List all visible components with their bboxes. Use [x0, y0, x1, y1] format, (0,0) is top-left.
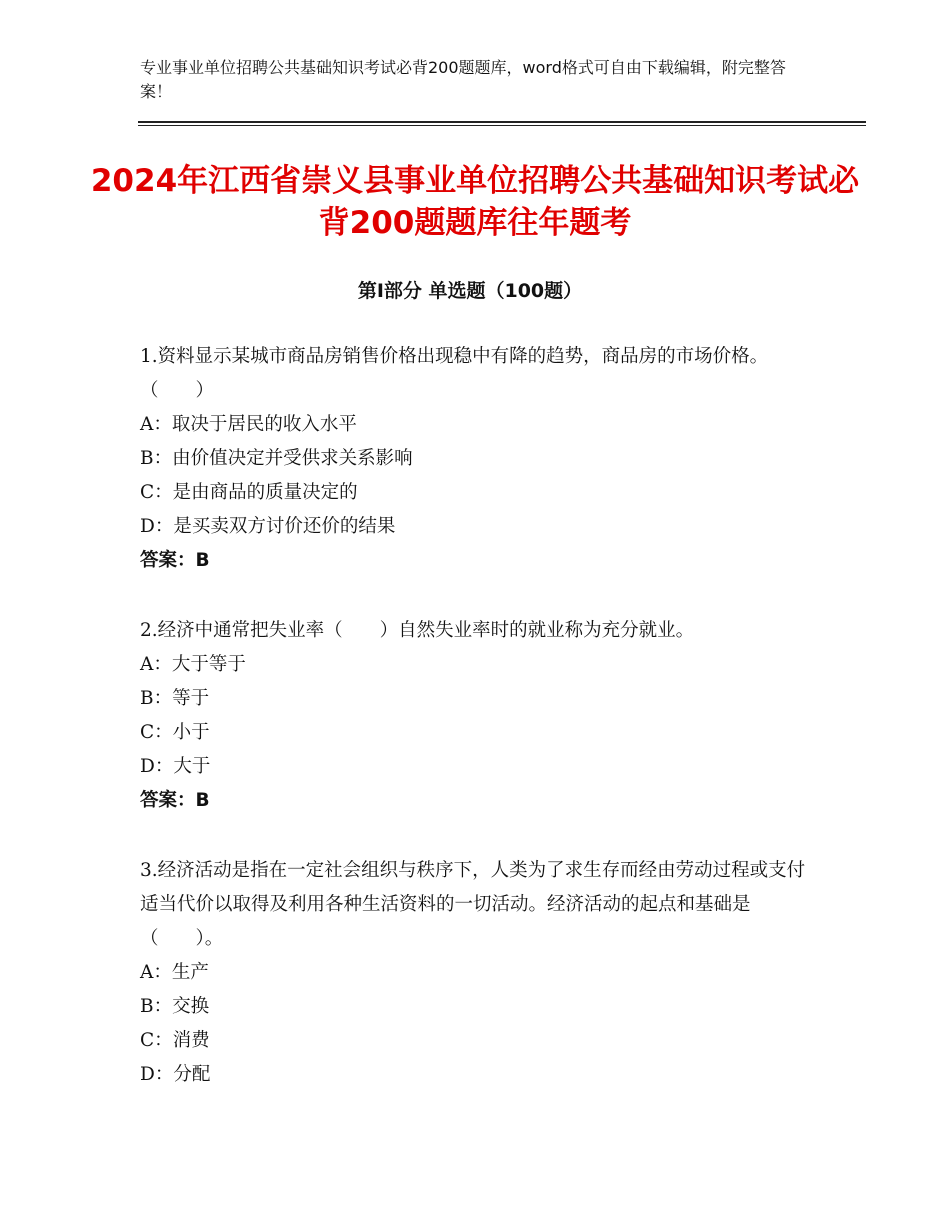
question-stem: 3.经济活动是指在一定社会组织与秩序下，人类为了求生存而经由劳动过程或支付适当代价以取得及利用各种生活资料的一切活动。经济活动的起点和基础是（ ）。 [140, 860, 806, 949]
option-d: D：大于 [140, 756, 211, 777]
header-note: 专业事业单位招聘公共基础知识考试必背200题题库，word格式可自由下载编辑，附完整答案！ [140, 58, 786, 101]
option-d: D：分配 [140, 1064, 211, 1085]
option-c: C：小于 [140, 722, 210, 743]
header-rule-top [138, 121, 866, 123]
section-title: 第Ⅰ部分 单选题（100题） [357, 280, 583, 302]
question-2 [140, 614, 820, 818]
question-stem: 2.经济中通常把失业率（ ）自然失业率时的就业称为充分就业。 [140, 620, 695, 641]
document-title: 2024年江西省崇义县事业单位招聘公共基础知识考试必背200题题库往年题考 [90, 163, 860, 241]
question-stem: 1.资料显示某城市商品房销售价格出现稳中有降的趋势，商品房的市场价格。（ ） [140, 346, 769, 401]
question-1 [140, 340, 820, 578]
header-rule-bottom [138, 125, 866, 126]
question-3 [140, 854, 820, 1092]
option-a: A：大于等于 [140, 654, 246, 675]
option-d: D：是买卖双方讨价还价的结果 [140, 516, 396, 537]
option-a: A：取决于居民的收入水平 [140, 414, 357, 435]
option-b: B：交换 [140, 996, 210, 1017]
option-c: C：是由商品的质量决定的 [140, 482, 358, 503]
option-a: A：生产 [140, 962, 209, 983]
option-b: B：等于 [140, 688, 210, 709]
option-b: B：由价值决定并受供求关系影响 [140, 448, 413, 469]
answer-line: 答案：B [140, 790, 210, 811]
option-c: C：消费 [140, 1030, 210, 1051]
answer-line: 答案：B [140, 550, 210, 571]
